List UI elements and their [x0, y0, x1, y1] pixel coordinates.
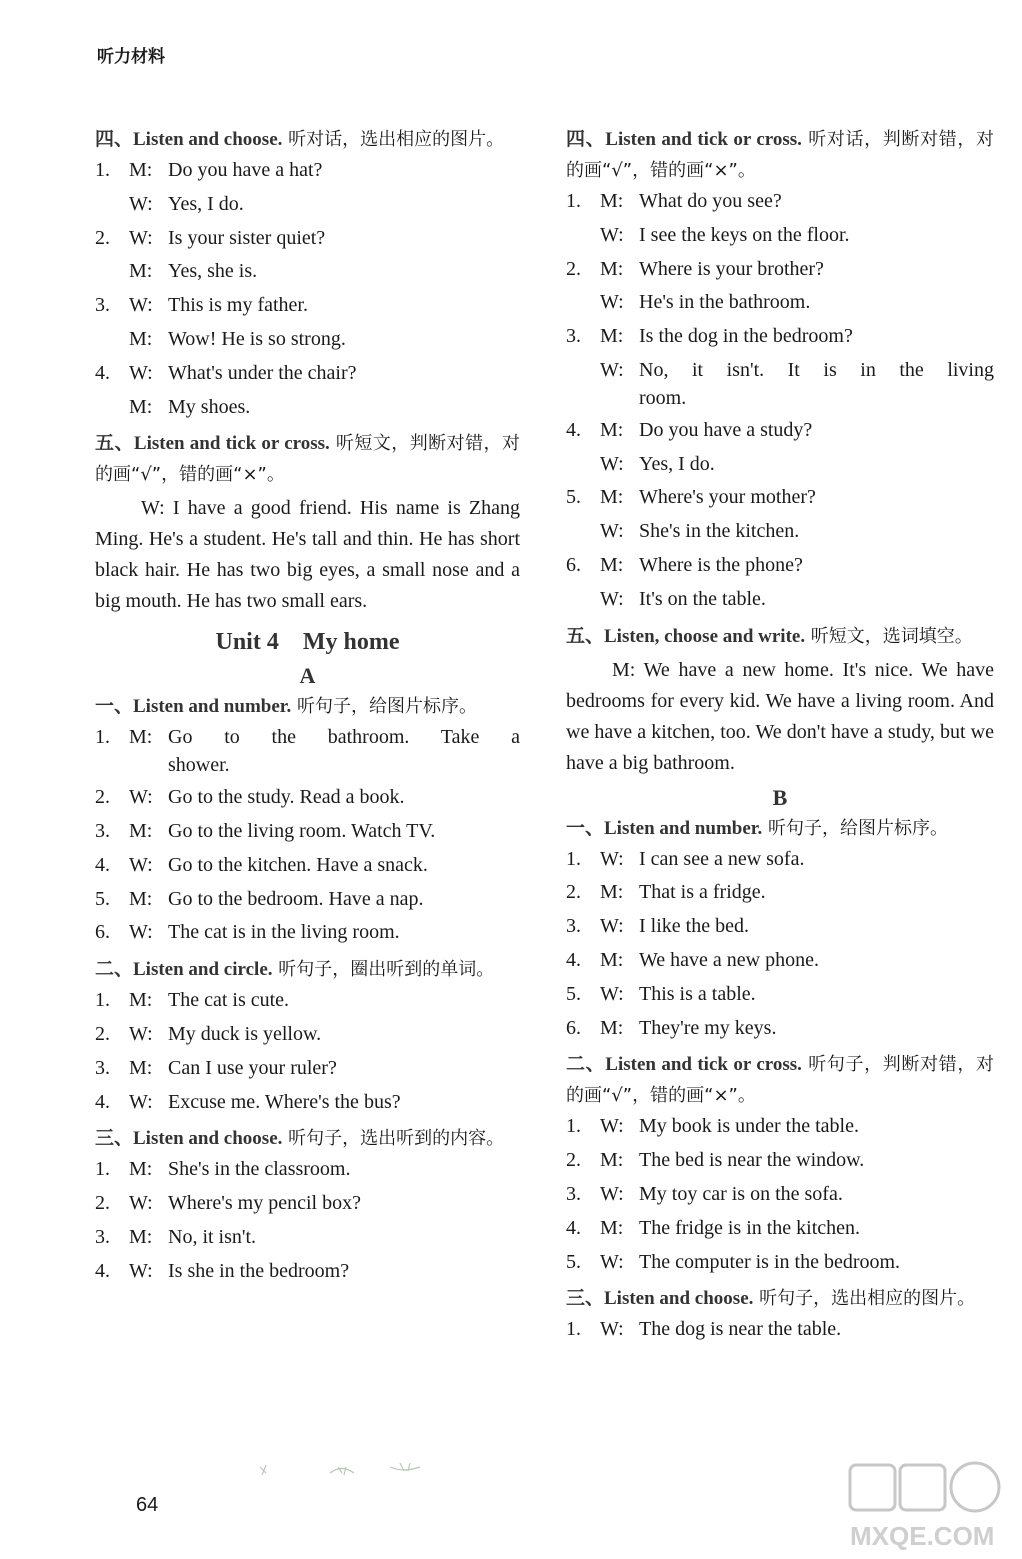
section-heading-en: 五、Listen, choose and write. — [566, 625, 806, 647]
line-number — [566, 587, 600, 611]
dialogue-line — [95, 192, 520, 216]
passage-text: I have a good friend. His name is Zhang Ming. He's a student. He's tall and thin. He has short black hair. He has two big eyes, a small nose and a big mouth. He has two small ears. — [95, 497, 521, 613]
passage-speaker: M: — [612, 658, 636, 681]
line-number — [566, 290, 600, 314]
dialogue-line — [566, 914, 994, 938]
section-heading-zh: 听句子，判断对错，对的画“√”，错的画“×”。 — [566, 1054, 994, 1107]
line-text: This is my father. — [168, 294, 308, 317]
dialogue-line — [566, 1182, 994, 1206]
line-text: Do you have a hat? — [168, 159, 323, 181]
line-text: Yes, I do. — [639, 452, 715, 475]
dialogue-list — [566, 189, 994, 348]
line-text: Yes, she is. — [168, 260, 258, 283]
section-heading-en: 三、Listen and choose. — [95, 1128, 283, 1150]
line-continuation: room. — [639, 386, 687, 409]
dialogue-line — [95, 1022, 520, 1046]
speaker: W: — [129, 1192, 153, 1215]
line-number: 4. — [95, 1090, 110, 1113]
section-heading-zh: 听句子，选出听到的内容。 — [282, 1128, 505, 1150]
line-text: She's in the kitchen. — [639, 520, 800, 543]
line-number: 4. — [566, 418, 581, 441]
section-heading — [566, 124, 994, 186]
line-text: Can I use your ruler? — [168, 1056, 337, 1079]
dialogue-line — [566, 1114, 994, 1138]
line-number: 2. — [95, 1022, 110, 1045]
dialogue-line — [566, 223, 994, 247]
dialogue-list — [566, 418, 994, 611]
speaker: M: — [600, 1016, 624, 1039]
speaker: W: — [600, 587, 624, 610]
speaker: M: — [600, 1149, 624, 1172]
speaker: W: — [129, 294, 153, 317]
speaker: W: — [600, 1182, 624, 1205]
dialogue-line — [566, 324, 994, 348]
part-label: B — [772, 784, 788, 810]
section-heading-zh: 听句子，给图片标序。 — [291, 696, 477, 718]
dialogue-line — [566, 452, 994, 476]
line-number: 1. — [566, 847, 581, 870]
dialogue-list — [95, 158, 520, 419]
section-heading-en: 一、Listen and number. — [95, 696, 292, 718]
right-column — [566, 124, 994, 1351]
speaker: W: — [129, 192, 153, 215]
line-text: She's in the classroom. — [168, 1158, 351, 1181]
speaker: M: — [600, 1216, 624, 1239]
line-number: 4. — [566, 1216, 581, 1239]
dialogue-line — [95, 887, 520, 911]
dialogue-list — [95, 1157, 520, 1282]
dialogue-line — [566, 519, 994, 543]
line-text: Go to the living room. Watch TV. — [168, 819, 436, 842]
dialogue-line — [566, 880, 994, 904]
speaker: M: — [129, 327, 153, 350]
section-heading — [566, 1283, 994, 1314]
dialogue-line — [95, 1225, 520, 1249]
speaker: M: — [600, 257, 624, 280]
line-number: 2. — [566, 881, 581, 904]
dialogue-line — [95, 785, 520, 809]
speaker: M: — [129, 159, 153, 181]
line-number: 3. — [566, 915, 581, 938]
dialogue-line — [95, 853, 520, 877]
dialogue-line — [95, 1056, 520, 1080]
section-heading-en: 二、Listen and circle. — [95, 959, 273, 981]
speaker: M: — [600, 948, 624, 971]
line-number: 2. — [566, 1149, 581, 1172]
line-text: Wow! He is so strong. — [168, 327, 346, 350]
section-heading-zh: 听短文，判断对错，对的画“√”，错的画“×”。 — [95, 433, 520, 486]
dialogue-line — [566, 1148, 994, 1172]
dialogue-line — [95, 1191, 520, 1215]
passage-text: We have a new home. It's nice. We have bedrooms for every kid. We have a living room. And we have a kitchen, too. We don't have a study, but we have a big bathroom. — [566, 658, 994, 774]
passage — [95, 493, 520, 617]
dialogue-line — [566, 418, 994, 442]
line-text: Go to the study. Read a book. — [168, 786, 405, 809]
line-number: 3. — [566, 325, 581, 348]
line-text: The fridge is in the kitchen. — [639, 1216, 861, 1239]
speaker: M: — [600, 418, 624, 441]
line-number: 6. — [566, 1016, 581, 1039]
dialogue-line — [95, 1090, 520, 1114]
unit-title: Unit 4 My home — [215, 629, 400, 656]
line-text: Where is the phone? — [639, 553, 803, 576]
line-text: Is she in the bedroom? — [168, 1259, 350, 1282]
dialogue-line — [95, 988, 520, 1012]
line-text: Go to the kitchen. Have a snack. — [168, 853, 428, 876]
dialogue-line — [95, 327, 520, 351]
line-text: Go to the bedroom. Have a nap. — [168, 887, 424, 910]
left-column — [95, 124, 520, 1293]
dialogue-line — [95, 819, 520, 843]
speaker: W: — [129, 786, 153, 809]
dialogue-line — [566, 982, 994, 1006]
section-heading-en: 一、Listen and number. — [566, 817, 763, 839]
line-text: We have a new phone. — [639, 948, 819, 971]
line-number — [566, 452, 600, 476]
line-text: I can see a new sofa. — [639, 847, 805, 870]
line-number: 2. — [566, 257, 581, 280]
line-text: My toy car is on the sofa. — [639, 1182, 843, 1205]
line-continuation: shower. — [168, 754, 230, 777]
line-number — [566, 358, 600, 382]
section-heading-zh: 听句子，给图片标序。 — [762, 817, 948, 839]
speaker: M: — [129, 819, 153, 842]
dialogue-list — [566, 1317, 994, 1341]
speaker: M: — [129, 1225, 153, 1248]
section-heading — [566, 813, 994, 844]
line-number: 3. — [95, 1225, 110, 1248]
speaker: W: — [600, 847, 624, 870]
dialogue-line — [566, 358, 994, 382]
dialogue-line — [95, 725, 520, 749]
line-text: No, it isn't. It is in the living — [639, 358, 994, 381]
line-number: 2. — [95, 1192, 110, 1215]
line-number: 1. — [566, 1115, 581, 1138]
dialogue-list — [566, 847, 994, 1040]
line-number — [95, 192, 129, 216]
speaker: M: — [600, 486, 624, 509]
line-text: Go to the bathroom. Take a — [168, 726, 520, 749]
dialogue-line — [95, 259, 520, 283]
dialogue-line — [566, 587, 994, 611]
line-text: That is a fridge. — [639, 881, 766, 904]
speaker: M: — [129, 395, 153, 418]
line-text: What's under the chair? — [168, 361, 357, 384]
section-heading-zh: 听句子，选出相应的图片。 — [753, 1288, 976, 1310]
speaker: M: — [129, 1056, 153, 1079]
line-text: Is your sister quiet? — [168, 226, 326, 249]
line-number: 6. — [566, 553, 581, 576]
dialogue-line — [95, 226, 520, 250]
line-text: The cat is cute. — [168, 989, 290, 1012]
speaker: W: — [600, 520, 624, 543]
section-heading-zh: 听对话，判断对错，对的画“√”，错的画“×”。 — [566, 129, 994, 181]
line-number: 2. — [95, 786, 110, 809]
leaf-decoration-icon — [250, 1455, 450, 1485]
watermark-url: MXQE.COM — [850, 1521, 995, 1551]
line-number: 1. — [95, 989, 110, 1012]
dialogue-line — [566, 1317, 994, 1341]
line-number: 4. — [95, 853, 110, 876]
line-text: The dog is near the table. — [639, 1318, 842, 1341]
speaker: W: — [129, 1259, 153, 1282]
speaker: W: — [129, 1022, 153, 1045]
section-heading — [566, 1049, 994, 1111]
line-number — [566, 519, 600, 543]
line-number: 3. — [566, 1182, 581, 1205]
dialogue-line — [566, 290, 994, 314]
line-text: Do you have a study? — [639, 418, 813, 441]
section-heading — [95, 1123, 520, 1154]
passage-speaker: W: — [141, 497, 165, 520]
line-text: The bed is near the window. — [639, 1149, 865, 1172]
dialogue-line — [566, 847, 994, 871]
speaker: M: — [600, 325, 624, 348]
section-heading-en: 五、Listen and tick or cross. — [95, 433, 330, 455]
dialogue-line — [95, 1259, 520, 1283]
page-header: 听力材料 — [97, 47, 165, 67]
line-number: 1. — [566, 190, 581, 212]
speaker: W: — [600, 1250, 624, 1273]
dialogue-line — [95, 1157, 520, 1181]
page-number: 64 — [136, 1494, 159, 1516]
line-text: Where's your mother? — [639, 486, 816, 509]
speaker: W: — [600, 915, 624, 938]
dialogue-line — [95, 158, 520, 182]
speaker: M: — [600, 881, 624, 904]
dialogue-line — [566, 1216, 994, 1240]
speaker: W: — [129, 921, 153, 944]
line-number — [95, 327, 129, 351]
line-number: 5. — [566, 982, 581, 1005]
speaker: M: — [600, 190, 624, 212]
section-heading-zh: 听对话，选出相应的图片。 — [282, 129, 505, 150]
watermark-logo — [840, 1445, 1020, 1555]
dialogue-line — [95, 395, 520, 419]
line-number: 1. — [95, 726, 110, 749]
section-heading-en: 二、Listen and tick or cross. — [566, 1054, 802, 1076]
line-text: What do you see? — [639, 190, 782, 212]
dialogue-line — [95, 920, 520, 944]
line-number: 4. — [566, 948, 581, 971]
speaker: M: — [129, 887, 153, 910]
speaker: W: — [129, 361, 153, 384]
speaker: W: — [129, 1090, 153, 1113]
dialogue-line — [566, 257, 994, 281]
line-number: 1. — [566, 1318, 581, 1341]
speaker: M: — [129, 1158, 153, 1181]
speaker: W: — [600, 982, 624, 1005]
section-heading — [95, 691, 520, 722]
line-text: The cat is in the living room. — [168, 921, 400, 944]
passage — [566, 655, 994, 779]
speaker: W: — [600, 1115, 624, 1138]
line-number: 3. — [95, 1056, 110, 1079]
line-number: 4. — [95, 1259, 110, 1282]
speaker: W: — [129, 226, 153, 249]
line-text: Where's my pencil box? — [168, 1192, 361, 1215]
line-text: My duck is yellow. — [168, 1022, 322, 1045]
line-text: He's in the bathroom. — [639, 291, 811, 314]
dialogue-line — [566, 948, 994, 972]
line-text: I see the keys on the floor. — [639, 223, 850, 246]
speaker: M: — [129, 260, 153, 283]
section-heading-en: 四、Listen and choose. — [95, 129, 283, 150]
dialogue-list — [95, 988, 520, 1113]
line-text: No, it isn't. — [168, 1225, 257, 1248]
section-heading-zh: 听句子，圈出听到的单词。 — [272, 959, 495, 981]
speaker: W: — [600, 223, 624, 246]
line-number: 3. — [95, 819, 110, 842]
line-number — [566, 223, 600, 247]
dialogue-line — [566, 553, 994, 577]
section-heading — [95, 954, 520, 985]
dialogue-list — [566, 1114, 994, 1273]
line-number: 1. — [95, 159, 110, 181]
line-text: Is the dog in the bedroom? — [639, 325, 853, 348]
line-number: 1. — [95, 1158, 110, 1181]
speaker: M: — [129, 726, 153, 749]
line-text: They're my keys. — [639, 1016, 777, 1039]
line-number: 6. — [95, 921, 110, 944]
line-text: This is a table. — [639, 982, 756, 1005]
line-number: 5. — [566, 1250, 581, 1273]
dialogue-line — [95, 361, 520, 385]
line-text: Where is your brother? — [639, 257, 824, 280]
line-number — [95, 395, 129, 419]
line-text: It's on the table. — [639, 587, 766, 610]
dialogue-line — [566, 1250, 994, 1274]
section-heading — [95, 124, 520, 155]
speaker: W: — [600, 291, 624, 314]
line-text: My book is under the table. — [639, 1115, 859, 1138]
dialogue-line — [566, 1016, 994, 1040]
speaker: W: — [600, 452, 624, 475]
line-number: 5. — [95, 887, 110, 910]
speaker: W: — [129, 853, 153, 876]
line-text: The computer is in the bedroom. — [639, 1250, 901, 1273]
speaker: W: — [600, 358, 624, 381]
line-number: 3. — [95, 294, 110, 317]
section-heading — [95, 428, 520, 490]
section-heading — [566, 621, 994, 652]
line-text: Excuse me. Where's the bus? — [168, 1090, 401, 1113]
dialogue-line — [566, 485, 994, 509]
part-label: A — [299, 663, 316, 689]
dialogue-line — [566, 189, 994, 213]
speaker: M: — [129, 989, 153, 1012]
line-number: 4. — [95, 361, 110, 384]
section-heading-en: 三、Listen and choose. — [566, 1288, 754, 1310]
line-text: Yes, I do. — [168, 192, 244, 215]
line-number: 5. — [566, 486, 581, 509]
section-heading-en: 四、Listen and tick or cross. — [566, 129, 802, 150]
speaker: M: — [600, 553, 624, 576]
line-number: 2. — [95, 226, 110, 249]
section-heading-zh: 听短文，选词填空。 — [805, 625, 973, 647]
line-text: I like the bed. — [639, 915, 749, 938]
speaker: W: — [600, 1318, 624, 1341]
line-number — [95, 259, 129, 283]
dialogue-list — [95, 785, 520, 944]
dialogue-line — [95, 293, 520, 317]
line-text: My shoes. — [168, 395, 251, 418]
